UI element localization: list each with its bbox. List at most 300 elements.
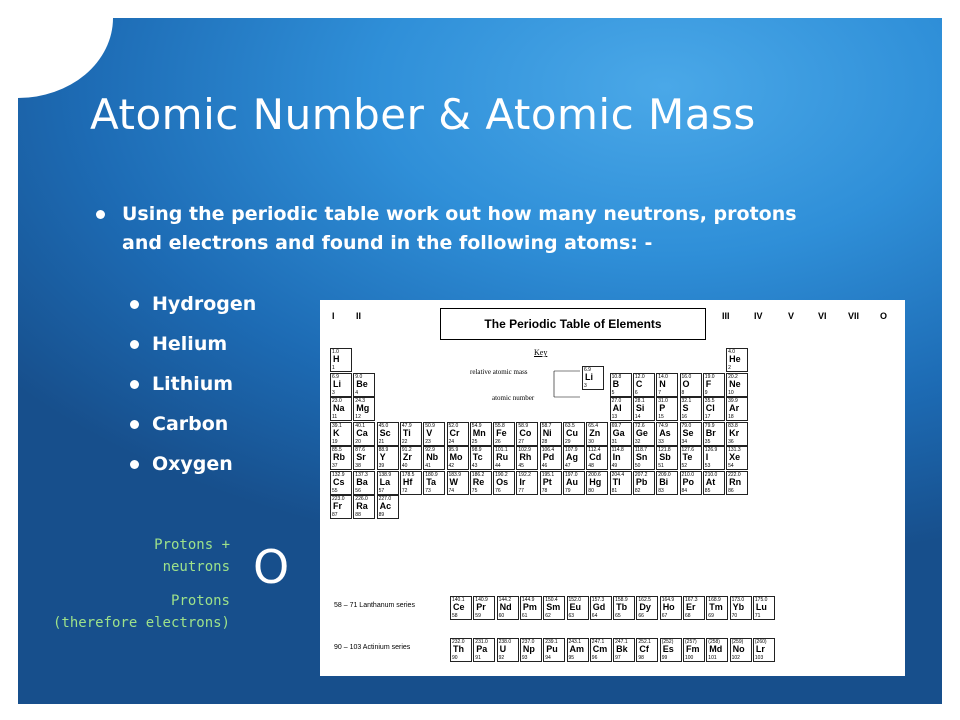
bullet-icon — [130, 380, 139, 389]
element-cell — [660, 596, 682, 620]
element-cell — [706, 638, 728, 662]
element-number: 16 — [681, 414, 688, 420]
element-number: 38 — [355, 463, 361, 469]
element-symbol: Ta — [426, 476, 437, 487]
element-number: 3 — [332, 389, 335, 396]
atom-label: Carbon — [152, 413, 229, 435]
element-symbol: Ti — [402, 427, 411, 438]
element-cell — [330, 348, 352, 372]
element-cell — [353, 446, 375, 470]
element-number: 69 — [708, 613, 714, 619]
element-symbol: Nd — [499, 602, 512, 612]
element-number: 6 — [634, 389, 638, 396]
element-number: 71 — [754, 613, 761, 619]
element-mass: 168.9 — [708, 597, 721, 603]
element-symbol: Y — [379, 452, 386, 462]
element-mass: (258) — [708, 639, 720, 645]
element-mass: 23.0 — [332, 398, 342, 404]
element-cell — [377, 446, 399, 470]
element-cell — [516, 422, 538, 446]
element-symbol: Cl — [705, 403, 715, 413]
element-cell — [703, 373, 725, 397]
element-cell — [520, 638, 542, 662]
group-label: II — [356, 311, 362, 321]
element-cell — [400, 422, 422, 446]
element-cell — [610, 397, 632, 421]
element-number: 23 — [425, 438, 431, 445]
element-symbol: Si — [635, 403, 645, 413]
element-cell — [330, 422, 352, 446]
element-mass: 140.1 — [452, 597, 465, 603]
element-mass: 4.0 — [728, 349, 736, 355]
element-symbol: Re — [472, 476, 485, 487]
element-mass: 28.1 — [634, 398, 645, 404]
element-symbol: Cs — [333, 476, 345, 487]
element-mass: 144.2 — [498, 597, 512, 603]
element-mass: 106.4 — [541, 447, 555, 453]
element-cell — [726, 397, 748, 421]
element-symbol: Ir — [519, 476, 526, 487]
element-number: 52 — [681, 463, 688, 469]
element-mass: 195.1 — [541, 471, 555, 478]
element-mass: 63.5 — [565, 422, 575, 429]
element-mass: 227.0 — [378, 496, 392, 502]
element-number: 61 — [521, 613, 528, 619]
element-number: 91 — [475, 655, 481, 661]
element-symbol: Pm — [522, 602, 537, 612]
element-cell — [610, 471, 632, 495]
element-symbol: K — [333, 427, 340, 438]
element-symbol: Rb — [333, 452, 345, 462]
element-symbol: I — [705, 452, 709, 462]
group-label: V — [788, 311, 795, 321]
element-mass: 164.9 — [661, 597, 675, 603]
element-cell — [563, 471, 585, 495]
element-mass: 238.0 — [498, 639, 512, 645]
element-cell — [680, 422, 702, 446]
element-symbol: P — [659, 403, 666, 413]
element-cell — [633, 446, 655, 470]
element-mass: 210.0 — [704, 471, 718, 478]
element-mass: (259) — [731, 639, 744, 645]
group-label: VI — [818, 311, 827, 321]
element-symbol: Bi — [659, 476, 669, 487]
element-mass: 10.8 — [611, 373, 622, 380]
element-cell — [703, 446, 725, 470]
element-symbol: Sc — [379, 427, 391, 438]
element-symbol: O — [253, 540, 290, 594]
atom-label: Oxygen — [152, 453, 233, 475]
element-symbol: Hf — [402, 476, 413, 487]
element-cell — [330, 471, 352, 495]
element-number: 68 — [685, 613, 691, 619]
element-number: 31 — [611, 438, 618, 445]
element-number: 26 — [495, 438, 501, 445]
element-symbol: Lu — [755, 602, 767, 612]
element-cell — [680, 471, 702, 495]
element-mass: 126.9 — [704, 447, 718, 453]
bullet-icon — [130, 300, 139, 309]
element-cell — [683, 596, 705, 620]
element-number: 14 — [634, 414, 641, 420]
element-symbol: Zn — [589, 427, 601, 438]
element-cell — [753, 638, 775, 662]
element-cell — [330, 495, 352, 519]
element-mass: 173.0 — [731, 597, 745, 603]
mass-label-line1: Protons + — [154, 537, 230, 553]
element-number: 19 — [332, 438, 338, 445]
element-number: 90 — [452, 655, 458, 661]
list-item — [130, 446, 256, 486]
element-symbol: No — [732, 644, 745, 654]
element-number: 86 — [728, 487, 734, 494]
element-mass: 35.5 — [704, 398, 715, 404]
element-cell — [450, 638, 472, 662]
element-symbol: C — [635, 378, 643, 389]
element-number: 35 — [704, 438, 711, 445]
element-number: 17 — [704, 414, 711, 420]
element-mass: 79.0 — [681, 422, 692, 429]
element-cell — [516, 446, 538, 470]
element-number: 41 — [425, 463, 431, 469]
element-cell — [516, 471, 538, 495]
element-number: 18 — [728, 414, 734, 420]
key-cell-symbol: Li — [585, 372, 593, 382]
element-number: 45 — [518, 463, 524, 469]
element-number: 79 — [565, 487, 571, 494]
element-number: 97 — [615, 655, 621, 661]
element-mass: 72.6 — [634, 422, 645, 429]
element-mass: 152.0 — [568, 597, 582, 603]
element-mass: 14.0 — [658, 373, 668, 380]
element-cell — [423, 471, 445, 495]
element-cell — [353, 373, 375, 397]
element-symbol: Md — [709, 644, 723, 654]
element-mass: 58.9 — [518, 422, 529, 429]
element-number: 4 — [355, 389, 359, 396]
element-mass: 137.3 — [355, 471, 368, 478]
mass-label-line2: neutrons — [162, 559, 230, 575]
element-mass: 98.9 — [471, 447, 482, 453]
element-symbol: O — [682, 378, 690, 389]
element-mass: (252) — [661, 639, 674, 645]
element-mass: 74.9 — [658, 422, 668, 429]
element-symbol: In — [612, 452, 621, 462]
element-cell — [470, 422, 492, 446]
element-cell — [656, 422, 678, 446]
element-number: 24 — [448, 438, 455, 445]
element-cell — [590, 638, 612, 662]
element-mass: 65.4 — [588, 422, 599, 429]
element-number: 32 — [634, 438, 641, 445]
element-symbol: Cm — [592, 644, 608, 654]
element-mass: 31.0 — [658, 398, 668, 404]
element-cell — [377, 422, 399, 446]
element-symbol: He — [729, 354, 741, 364]
element-number: 37 — [332, 463, 338, 469]
element-symbol: Au — [566, 476, 578, 487]
element-cell — [563, 422, 585, 446]
element-cell — [567, 638, 589, 662]
element-mass: 237.0 — [521, 639, 535, 645]
element-cell — [656, 373, 678, 397]
element-mass: 39.1 — [332, 422, 342, 429]
element-symbol: Dy — [639, 602, 651, 612]
element-symbol: As — [659, 427, 671, 438]
element-mass: 207.2 — [634, 471, 648, 478]
element-mass: 247.1 — [615, 639, 628, 645]
element-number: 73 — [425, 487, 431, 494]
element-symbol: Cu — [566, 427, 578, 438]
element-cell — [330, 446, 352, 470]
element-symbol: Np — [522, 644, 535, 654]
element-mass: 127.6 — [681, 447, 695, 453]
element-symbol: Tc — [472, 452, 483, 462]
element-cell — [450, 596, 472, 620]
element-symbol: Am — [569, 644, 585, 654]
element-number: 20 — [355, 438, 361, 445]
element-number: 44 — [495, 463, 501, 469]
element-mass: 209.0 — [658, 471, 671, 478]
element-mass: 178.5 — [401, 471, 415, 478]
element-cell — [563, 446, 585, 470]
element-cell — [540, 422, 562, 446]
element-number: 84 — [681, 487, 688, 494]
element-symbol: Lr — [755, 644, 765, 654]
element-number: 46 — [541, 463, 548, 469]
element-mass: 1.0 — [332, 349, 339, 355]
element-mass: 107.9 — [565, 447, 578, 453]
element-symbol: Th — [453, 644, 464, 654]
element-mass: 19.0 — [704, 373, 715, 380]
element-symbol: Ba — [356, 476, 368, 487]
atom-label: Hydrogen — [152, 293, 257, 315]
element-mass: (257) — [685, 639, 697, 645]
key-number-label: atomic number — [492, 394, 535, 402]
element-number: 95 — [568, 655, 575, 661]
element-mass: 114.8 — [611, 447, 624, 453]
element-mass: 157.3 — [591, 597, 605, 603]
protons-label — [53, 590, 230, 634]
element-cell — [680, 373, 702, 397]
element-symbol: S — [682, 403, 689, 413]
element-number: 49 — [611, 463, 618, 469]
element-symbol: Cf — [639, 644, 649, 654]
element-number: 66 — [638, 613, 644, 619]
element-number: 78 — [541, 487, 548, 494]
element-number: 42 — [448, 463, 455, 469]
key-cell-number: 3 — [584, 383, 587, 389]
element-number: 48 — [588, 463, 594, 469]
element-cell — [660, 638, 682, 662]
element-cell — [633, 373, 655, 397]
element-number: 70 — [731, 613, 738, 619]
element-mass: 158.9 — [615, 597, 628, 603]
element-number: 25 — [471, 438, 478, 445]
element-number: 2 — [728, 365, 731, 371]
element-symbol: Ag — [566, 452, 578, 462]
element-mass: 88.9 — [378, 447, 389, 453]
element-mass: 112.4 — [588, 447, 601, 453]
slide-corner-decoration — [18, 18, 113, 98]
element-mass: 140.9 — [475, 597, 488, 603]
actinium-series-label: 90 – 103 Actinium series — [334, 644, 411, 651]
element-number: 5 — [611, 389, 615, 396]
element-cell — [610, 446, 632, 470]
element-number: 93 — [521, 655, 528, 661]
element-cell — [633, 471, 655, 495]
element-number: 103 — [754, 655, 764, 661]
element-mass: 87.6 — [355, 447, 366, 453]
element-mass: 223.0 — [332, 496, 345, 502]
protons-label-line2: (therefore electrons) — [52, 615, 230, 631]
element-number: 72 — [401, 487, 408, 494]
element-cell — [586, 422, 608, 446]
element-symbol: Ge — [635, 427, 648, 438]
element-symbol: Mg — [356, 403, 370, 413]
element-cell — [726, 348, 748, 372]
element-cell — [586, 471, 608, 495]
element-cell — [540, 471, 562, 495]
element-cell — [633, 422, 655, 446]
key-cell — [582, 366, 604, 390]
element-number: 100 — [685, 655, 694, 661]
element-symbol: Es — [662, 644, 674, 654]
element-mass: 40.1 — [355, 422, 366, 429]
element-symbol: Hg — [589, 476, 602, 487]
element-cell — [330, 397, 352, 421]
element-symbol: Eu — [569, 602, 582, 612]
element-mass: 92.9 — [425, 447, 435, 453]
element-cell — [680, 397, 702, 421]
element-cell — [633, 397, 655, 421]
key-mass-label: relative atomic mass — [470, 368, 528, 376]
element-mass: 9.0 — [355, 373, 363, 380]
element-cell — [400, 471, 422, 495]
element-symbol: Co — [519, 427, 532, 438]
element-cell — [703, 471, 725, 495]
bullet-icon — [130, 420, 139, 429]
element-number: 60 — [498, 613, 505, 619]
element-mass: 226.0 — [355, 496, 368, 502]
element-number: 29 — [565, 438, 571, 445]
element-number: 34 — [681, 438, 688, 445]
element-number: 89 — [378, 512, 385, 518]
element-number: 82 — [634, 487, 641, 494]
element-mass: 6.9 — [332, 373, 339, 380]
element-symbol: Br — [705, 427, 716, 438]
element-number: 27 — [518, 438, 524, 445]
element-number: 1 — [332, 365, 335, 371]
element-number: 65 — [615, 613, 621, 619]
element-symbol: Ho — [662, 602, 675, 612]
element-number: 81 — [611, 487, 618, 494]
main-bullet — [100, 200, 840, 258]
element-number: 85 — [704, 487, 711, 494]
element-number: 43 — [471, 463, 478, 469]
element-number: 77 — [518, 487, 524, 494]
group-label: I — [332, 311, 335, 321]
element-cell — [726, 446, 748, 470]
periodic-table-image — [320, 300, 905, 676]
element-number: 36 — [728, 438, 734, 445]
element-symbol: Mo — [449, 452, 463, 462]
element-cell — [726, 422, 748, 446]
element-cell — [473, 596, 495, 620]
element-mass: 239.1 — [545, 639, 558, 645]
element-mass: 47.9 — [401, 422, 412, 429]
element-mass: 101.1 — [495, 447, 508, 453]
element-mass: 175.0 — [754, 597, 768, 603]
element-cell — [377, 495, 399, 519]
element-mass: 27.0 — [611, 398, 622, 404]
list-item — [130, 286, 256, 326]
element-number: 96 — [591, 655, 598, 661]
element-symbol: Ra — [356, 501, 368, 511]
element-mass: 118.7 — [634, 447, 648, 453]
element-symbol: La — [379, 476, 391, 487]
element-cell — [730, 638, 752, 662]
element-cell — [447, 471, 469, 495]
element-symbol: At — [705, 476, 716, 487]
element-symbol: Rn — [729, 476, 742, 487]
element-cell — [726, 471, 748, 495]
element-symbol: Be — [356, 378, 368, 389]
element-cell — [497, 638, 519, 662]
lanthanum-series-label: 58 – 71 Lanthanum series — [334, 602, 415, 609]
element-symbol: Ac — [379, 501, 392, 511]
element-number: 64 — [591, 613, 598, 619]
element-mass: 54.9 — [471, 422, 482, 429]
element-cell — [470, 446, 492, 470]
element-cell — [636, 638, 658, 662]
element-mass: 247.1 — [591, 639, 605, 645]
slide — [18, 18, 942, 704]
element-number: 99 — [661, 655, 668, 661]
element-mass: 121.8 — [658, 447, 671, 453]
element-mass: 91.2 — [401, 447, 412, 453]
element-mass: 16.0 — [681, 373, 692, 380]
element-number: 33 — [658, 438, 664, 445]
element-cell — [493, 446, 515, 470]
element-symbol: Ce — [453, 602, 465, 612]
element-symbol: Pu — [546, 644, 558, 654]
element-cell — [567, 596, 589, 620]
element-mass: 55.8 — [495, 422, 505, 429]
element-symbol: Kr — [729, 427, 740, 438]
element-cell — [726, 373, 748, 397]
element-cell — [423, 422, 445, 446]
element-cell — [613, 596, 635, 620]
element-number: 62 — [545, 613, 551, 619]
element-symbol: Tm — [709, 602, 723, 612]
element-mass: 102.9 — [518, 447, 531, 453]
element-symbol: Mn — [472, 427, 486, 438]
element-cell — [543, 638, 565, 662]
group-label: III — [722, 311, 730, 321]
element-symbol: Pt — [542, 476, 552, 487]
element-symbol: Po — [682, 476, 695, 487]
element-symbol: Nb — [426, 452, 439, 462]
element-number: 74 — [448, 487, 455, 494]
element-number: 53 — [704, 463, 711, 469]
element-symbol: Pr — [476, 602, 486, 612]
element-number: 57 — [378, 487, 385, 494]
element-mass: 85.5 — [332, 447, 342, 453]
element-cell — [703, 422, 725, 446]
element-number: 92 — [498, 655, 505, 661]
element-symbol: Sb — [659, 452, 671, 462]
